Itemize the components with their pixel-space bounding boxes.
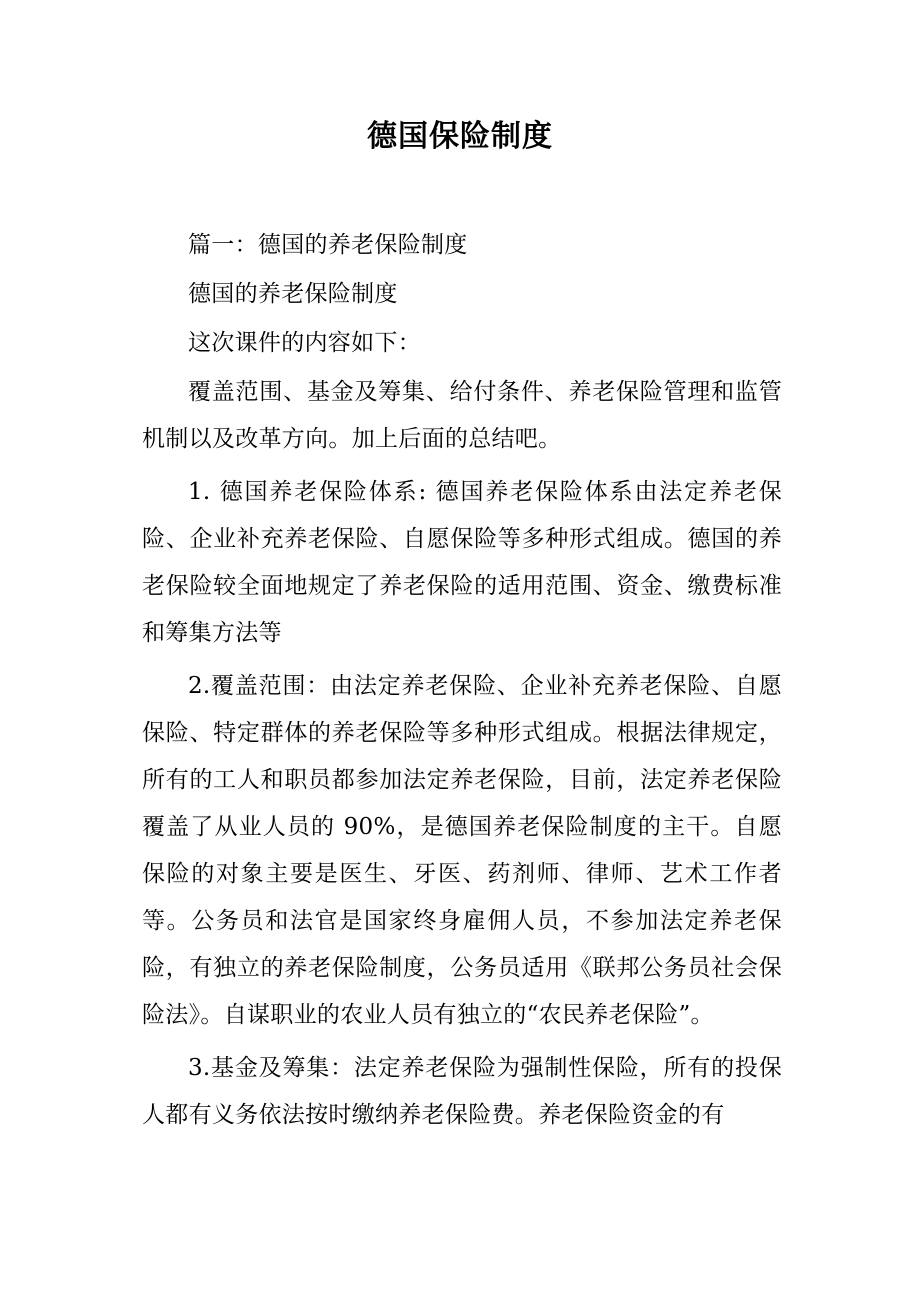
paragraph-section-2: 2.覆盖范围：由法定养老保险、企业补充养老保险、自愿保险、特定群体的养老保险等多种形式组成。根据法律规定，所有的工人和职员都参加法定养老保险，目前，法定养老保险覆盖了从业人员的 90%，是德国养老保险制度的主干。自愿保险的对象主要是医生、牙医、药剂师、律师、艺术工作者等。公务员和法官是国家终身雇佣人员，不参加法定养老保险，有独立的养老保险制度，公务员适用《联邦公务员社会保险法》。自谋职业的农业人员有独立的“农民养老保险”。 — [142, 673, 782, 1028]
paragraph-heading-part1: 篇一：德国的养老保险制度 — [188, 232, 468, 258]
document-title: 德国保险制度 — [367, 119, 553, 154]
paragraph-subtitle: 德国的养老保险制度 — [188, 281, 398, 307]
paragraph-intro: 这次课件的内容如下： — [188, 330, 421, 356]
paragraph-section-1: 1. 德国养老保险体系: 德国养老保险体系由法定养老保险、企业补充养老保险、自愿保险等多种形式组成。德国的养老保险较全面地规定了养老保险的适用范围、资金、缴费标准和筹集方法等 — [142, 479, 782, 646]
paragraph-contents: 覆盖范围、基金及筹集、给付条件、养老保险管理和监管机制以及改革方向。加上后面的总结吧。 — [142, 379, 782, 452]
paragraph-section-3: 3.基金及筹集：法定养老保险为强制性保险，所有的投保人都有义务依法按时缴纳养老保险费。养老保险资金的有 — [142, 1055, 782, 1128]
document-body — [142, 222, 782, 1139]
